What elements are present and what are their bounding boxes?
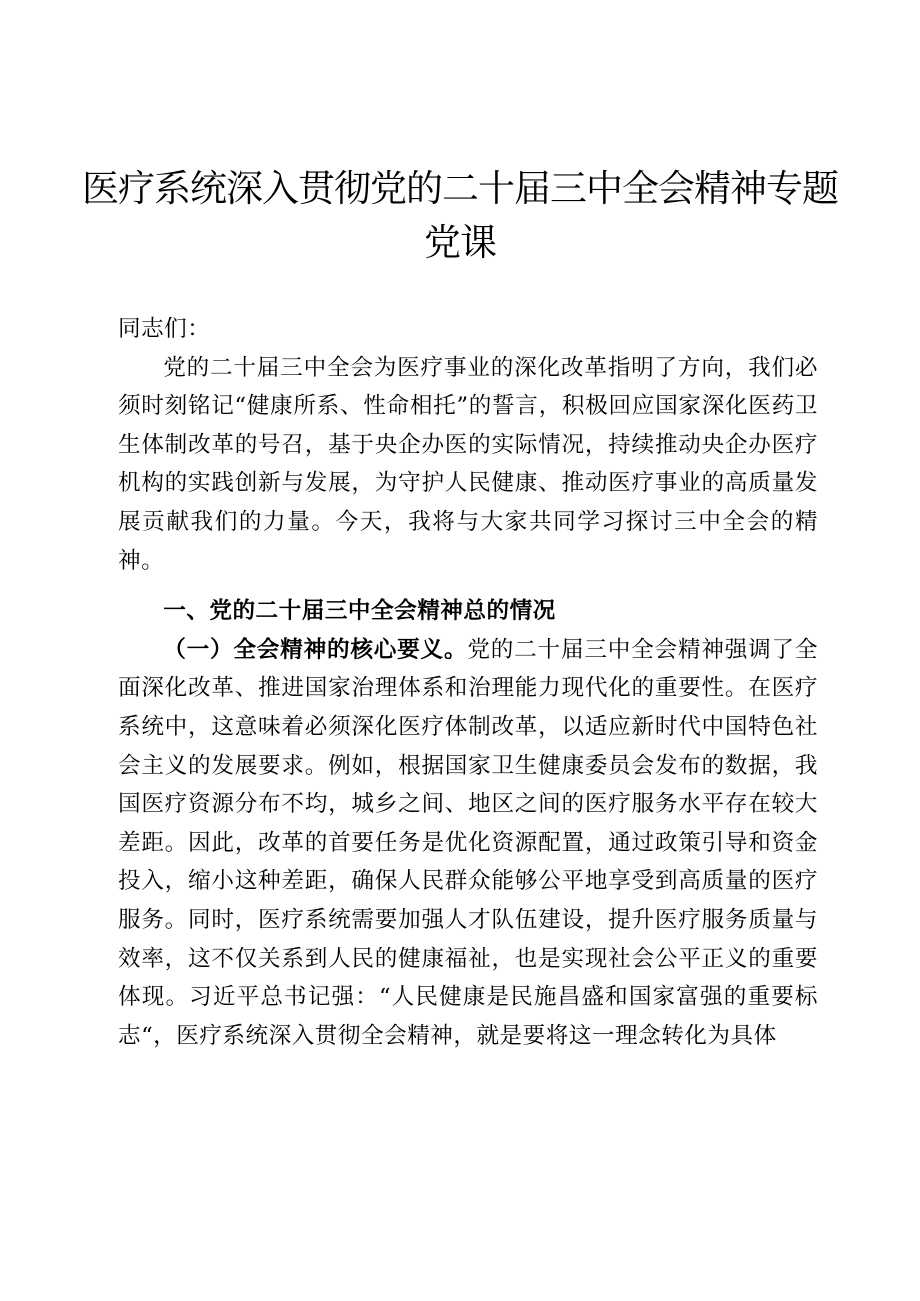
greeting: 同志们： xyxy=(118,316,211,342)
subsection-text: 党的二十届三中全会精神强调了全面深化改革、推进国家治理体系和治理能力现代化的重要性。在医疗系统中，这意味着必须深化医疗体制改革，以适应新时代中国特色社会主义的发展要求。例如，根据国家卫生健康委员会发布的数据，我国医疗资源分布不均，城乡之间、地区之间的医疗服务水平存在较大差距。因此，改革的首要任务是优化资源配置，通过政策引导和资金投入，缩小这种差距，确保人民群众能够公平地享受到高质量的医疗服务。同时，医疗系统需要加强人才队伍建设，提升医疗服务质量与效率，这不仅关系到人民的健康福祉，也是实现社会公平正义的重要体现。习近平总书记强：“人民健康是民施昌盛和国家富强的重要标志“，医疗系统深入贯彻全会精神，就是要将这一理念转化为具体 xyxy=(118,636,819,1049)
section-heading: 一、党的二十届三中全会精神总的情况 xyxy=(163,598,556,625)
subsection-paragraph xyxy=(118,631,818,1056)
document-body xyxy=(118,310,818,1055)
subsection-heading: （一）全会精神的核心要义。 xyxy=(163,636,468,663)
intro-paragraph: 党的二十届三中全会为医疗事业的深化改革指明了方向，我们必须时刻铭记“健康所系、性命相托”的誓言，积极回应国家深化医药卫生体制改革的号召，基于央企办医的实际情况，持续推动央企办医疗机构的实践创新与发展，为守护人民健康、推动医疗事业的高质量发展贡献我们的力量。今天，我将与大家共同学习探讨三中全会的精神。 xyxy=(118,354,818,574)
document-title: 医疗系统深入贯彻党的二十届三中全会精神专题党课 xyxy=(82,167,838,264)
